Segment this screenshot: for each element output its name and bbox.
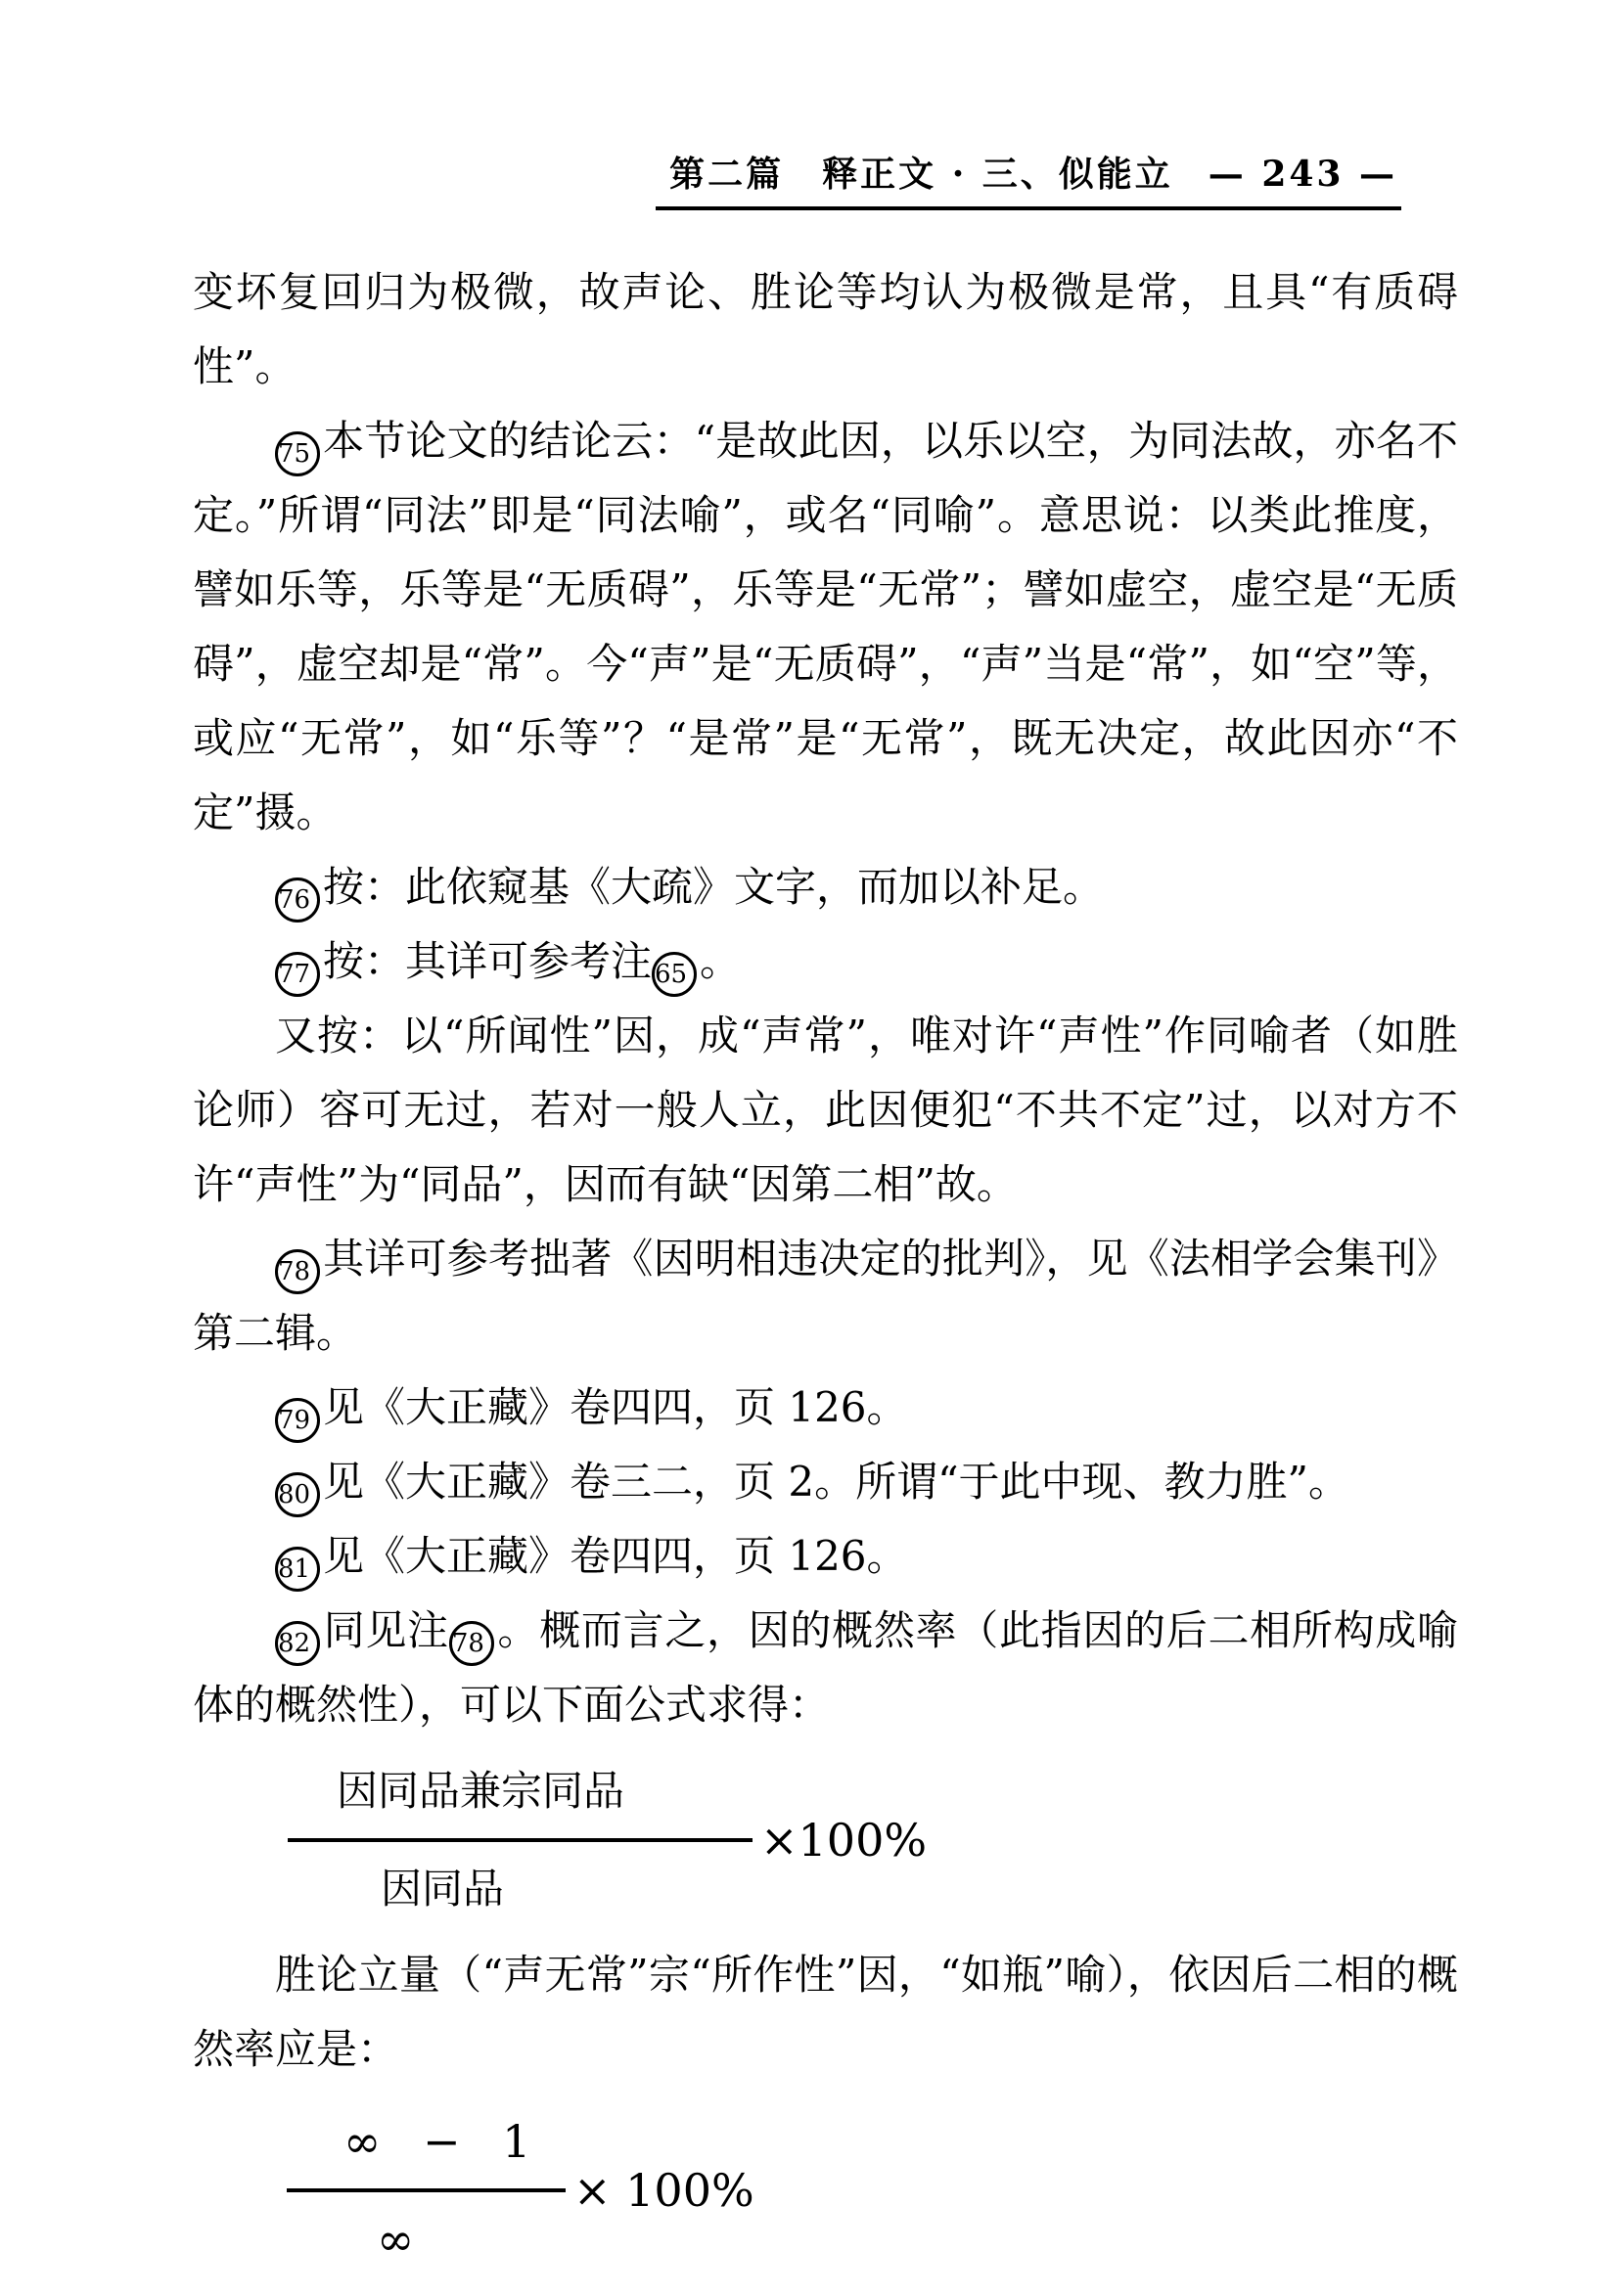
formula-numerator: ∞ − 1 — [343, 2115, 545, 2168]
circled-note-number: 75 — [275, 431, 320, 476]
text-run: 其详可参考拙著《因明相违决定的批判》，见《法相学会集刊》第二辑。 — [193, 1235, 1458, 1357]
fraction — [287, 2104, 566, 2276]
text-run: 本节论文的结论云：“是故此因，以乐以空，为同法故，亦名不定。”所谓“同法”即是“同法喻”，或名“同喻”。意思说：以类此推度，譬如乐等，乐等是“无质碍”，乐等是“无常”；譬如虚空，虚空是“无质碍”，虚空却是“常”。今“声”是“无质碍”，“声”当是“常”，如“空”等，或应“无常”，如“乐等”？“是常”是“无常”，既无决定，故此因亦“不定”摄。 — [193, 417, 1458, 836]
circled-note-number: 76 — [275, 878, 320, 923]
fraction — [288, 1754, 753, 1926]
text-run: 见《大正藏》卷四四，页 126。 — [323, 1383, 908, 1431]
paragraph — [193, 1222, 1458, 1371]
header-page-indicator: — 243 — — [1208, 154, 1397, 195]
circled-note-number: 78 — [449, 1621, 494, 1666]
circled-note-number: 65 — [652, 952, 697, 997]
circled-note-number: 78 — [275, 1249, 320, 1294]
text-run: 胜论立量（“声无常”宗“所作性”因，“如瓶”喻），依因后二相的概然率应是： — [193, 1951, 1458, 2073]
text-run: 见《大正藏》卷三二，页 2。所谓“于此中现、教力胜”。 — [323, 1458, 1350, 1506]
running-head — [656, 147, 1401, 210]
formula-denominator: ∞ — [377, 2213, 415, 2266]
circled-note-number: 77 — [275, 952, 320, 997]
text-run: 按：此依窥基《大疏》文字，而加以补足。 — [323, 863, 1105, 911]
paragraph — [193, 924, 1458, 999]
paragraph — [193, 999, 1458, 1222]
circled-note-number: 80 — [275, 1472, 320, 1517]
text-run: 。概而言之，因的概然率（此指因的后二相所构成喻体的概然性），可以下面公式求得： — [193, 1606, 1458, 1729]
paragraph — [193, 404, 1458, 850]
formula-denominator: 因同品 — [381, 1865, 505, 1913]
page-header — [0, 0, 1597, 210]
text-run: 。 — [700, 937, 742, 985]
text-run: 又按：以“所闻性”因，成“声常”，唯对许“声性”作同喻者（如胜论师）容可无过，若对一般人立，此因便犯“不共不定”过，以对方不许“声性”为“同品”，因而有缺“因第二相”故。 — [193, 1012, 1458, 1208]
paragraph — [193, 1371, 1458, 1445]
formula-multiplier: × 100% — [573, 2164, 754, 2217]
circled-note-number: 79 — [275, 1398, 320, 1443]
text-run: 见《大正藏》卷四四，页 126。 — [323, 1532, 908, 1580]
formula-numerator: 因同品兼宗同品 — [337, 1767, 625, 1815]
circled-note-number: 81 — [275, 1547, 320, 1592]
paragraph — [193, 1594, 1458, 1742]
text-run: 同见注 — [323, 1606, 449, 1654]
paragraph — [193, 1938, 1458, 2087]
header-section-title: 第二篇 释正文 · 三、似能立 — [669, 154, 1173, 195]
paragraph — [193, 255, 1458, 404]
circled-note-number: 82 — [275, 1621, 320, 1666]
paragraph — [193, 850, 1458, 924]
paragraph — [193, 1445, 1458, 1519]
text-run: 变坏复回归为极微，故声论、胜论等均认为极微是常，且具“有质碍性”。 — [193, 268, 1458, 390]
paragraph — [193, 1519, 1458, 1594]
text-run: 按：其详可参考注 — [323, 937, 653, 985]
fraction-formula — [288, 1754, 1458, 1926]
body-text — [0, 210, 1597, 2276]
fraction-formula — [287, 2104, 1458, 2276]
formula-multiplier: ×100% — [760, 1814, 928, 1867]
